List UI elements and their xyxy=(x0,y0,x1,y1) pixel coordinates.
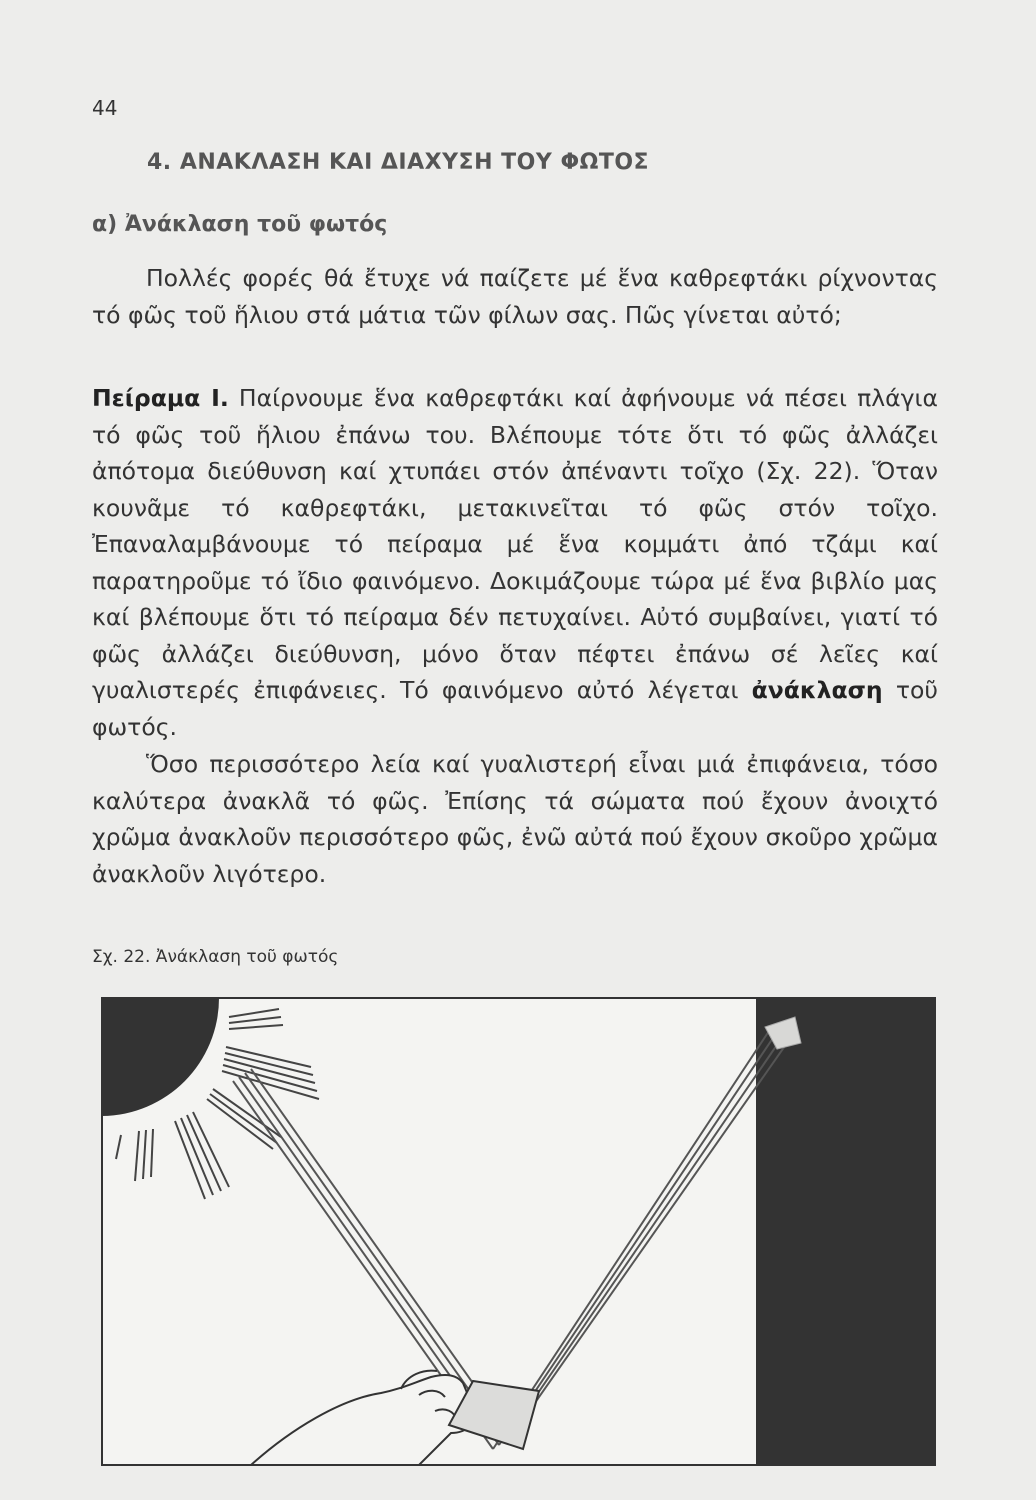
term-reflection: ἀνάκλαση xyxy=(751,676,883,704)
subsection-title: α) Ἀνάκλαση τοῦ φωτός xyxy=(92,212,388,237)
page-number: 44 xyxy=(92,96,118,120)
experiment-label: Πείραμα Ι. xyxy=(92,384,229,412)
paragraph-3: Ὅσο περισσότερο λεία καί γυαλιστερή εἶναι μιά ἐπιφάνεια, τόσο καλύτερα ἀνακλᾶ τό φῶς. Ἐπίσης τά σώματα πού ἔχουν ἀνοιχτό χρῶμα ἀνακλοῦν περισσότερο φῶς, ἐνῶ αὐτά πού ἔχουν σκοῦρο χρῶμα ἀνακλοῦν λιγότερο. xyxy=(92,750,938,888)
term-suffix: τοῦ φωτός. xyxy=(92,676,939,741)
conclusion-text xyxy=(92,746,938,892)
section-title: 4. ΑΝΑΚΛΑΣΗ ΚΑΙ ΔΙΑΧΥΣΗ ΤΟΥ ΦΩΤΟΣ xyxy=(147,150,650,175)
paragraph-2 xyxy=(92,380,938,745)
reflection-figure xyxy=(101,997,936,1466)
intro-text xyxy=(92,260,938,333)
figure-caption: Σχ. 22. Ἀνάκλαση τοῦ φωτός xyxy=(92,947,339,967)
reflection-illustration xyxy=(101,997,936,1466)
wall xyxy=(756,998,935,1465)
experiment-text xyxy=(92,380,938,745)
experiment-body: Παίρνουμε ἕνα καθρεφτάκι καί ἀφήνουμε νά πέσει πλάγια τό φῶς τοῦ ἥλιου ἐπάνω του. Βλέπουμε τότε ὅτι τό φῶς ἀλλάζει ἀπότομα διεύθυνση καί χτυπάει στόν ἀπέναντι τοῖχο (Σχ. 22). Ὅταν κουνᾶμε τό καθρεφτάκι, μετακινεῖται τό φῶς στόν τοῖχο. Ἐπαναλαμβάνουμε τό πείραμα μέ ἕνα κομμάτι ἀπό τζάμι καί παρατηροῦμε τό ἴδιο φαινόμενο. Δοκιμάζουμε τώρα μέ ἕνα βιβλίο μας καί βλέπουμε ὅτι τό πείραμα δέν πετυχαίνει. Αὐτό συμβαίνει, γιατί τό φῶς ἀλλάζει διεύθυνση, μόνο ὅταν πέφτει ἐπάνω σέ λεῖες καί γυαλιστερές ἐπιφάνειες. Τό φαινόμενο αὐτό λέγεται xyxy=(92,384,938,704)
paragraph-1: Πολλές φορές θά ἔτυχε νά παίζετε μέ ἕνα καθρεφτάκι ρίχνοντας τό φῶς τοῦ ἥλιου στά μάτια τῶν φίλων σας. Πῶς γίνεται αὐτό; xyxy=(92,264,938,329)
